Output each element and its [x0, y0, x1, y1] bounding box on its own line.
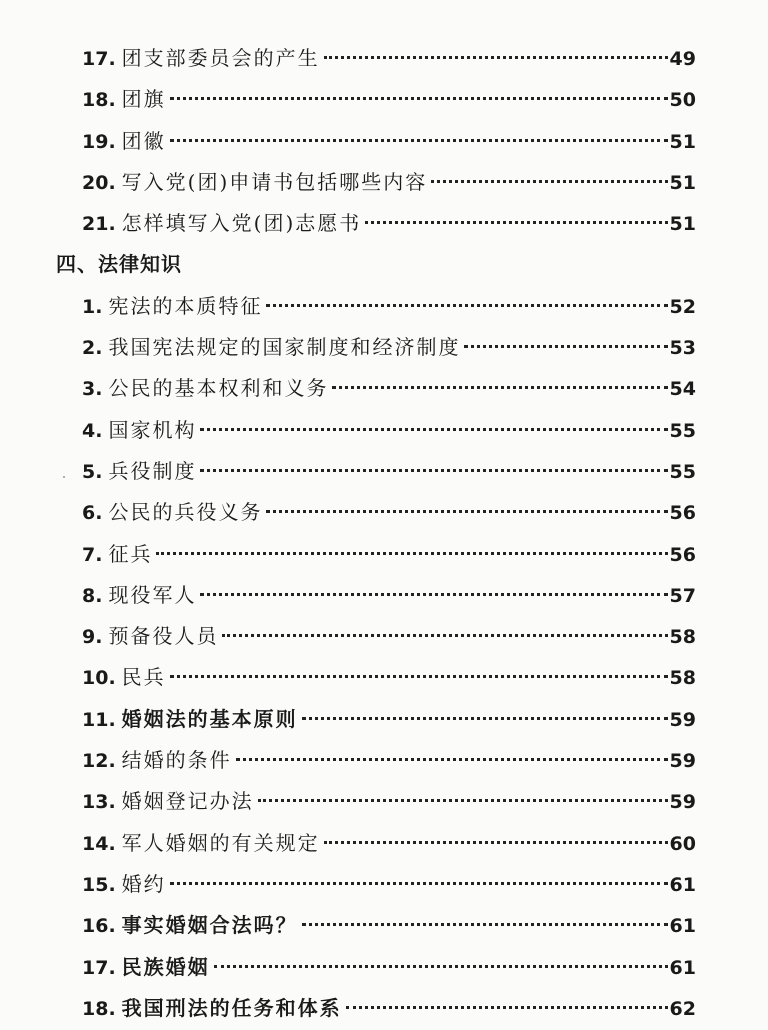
entry-page: 49: [669, 48, 696, 70]
entry-title: 结婚的条件: [121, 748, 232, 773]
entry-page: 61: [669, 873, 696, 896]
dot-leader: [302, 923, 668, 926]
entry-number: 18.: [82, 997, 116, 1020]
entry-number: 3.: [82, 378, 103, 401]
entry-page: 62: [669, 997, 696, 1020]
dot-leader: [170, 675, 668, 678]
toc-entry: [0, 575, 768, 616]
dot-leader: [324, 841, 668, 844]
dot-leader: [266, 304, 667, 307]
toc-entry: [0, 616, 768, 657]
entry-number: 13.: [82, 791, 116, 814]
entry-page: 50: [669, 89, 696, 112]
entry-page: 61: [669, 956, 696, 979]
entry-page: 57: [669, 584, 696, 607]
entry-number: 8.: [82, 584, 103, 607]
section-title: 四、法律知识: [56, 252, 182, 277]
toc-entry: [0, 781, 768, 822]
entry-number: 20.: [82, 171, 116, 194]
entry-title: 军人婚姻的有关规定: [121, 830, 320, 855]
entry-number: 12.: [82, 750, 116, 773]
entry-number: 18.: [82, 89, 116, 112]
entry-number: 17.: [82, 956, 116, 979]
entry-title: 怎样填写入党(团)志愿书: [121, 211, 362, 236]
entry-page: 61: [669, 915, 696, 938]
entry-number: 14.: [82, 832, 116, 855]
entry-title: 我国宪法规定的国家制度和经济制度: [108, 335, 461, 360]
entry-page: 53: [669, 337, 696, 360]
entry-title: 预备役人员: [108, 624, 219, 649]
entry-number: 4.: [82, 419, 103, 442]
toc-entry: [0, 38, 768, 79]
dot-leader: [156, 552, 667, 555]
entry-page: 59: [669, 708, 696, 731]
dot-leader: [200, 593, 667, 596]
entry-page: 59: [669, 750, 696, 773]
toc-entry: [0, 492, 768, 533]
entry-title: 写入党(团)申请书包括哪些内容: [121, 169, 428, 194]
entry-title: 我国刑法的任务和体系: [121, 995, 342, 1020]
entry-title: 现役军人: [108, 582, 197, 607]
toc-entry: [0, 162, 768, 203]
entry-page: 56: [669, 502, 696, 525]
dot-leader: [332, 386, 667, 389]
toc-entry: [0, 699, 768, 740]
entry-page: 55: [669, 460, 696, 483]
entry-page: 52: [669, 295, 696, 318]
print-speck: [63, 476, 65, 478]
entry-number: 7.: [82, 543, 103, 566]
dot-leader: [170, 139, 668, 142]
toc-entry: [0, 864, 768, 905]
entry-page: 51: [669, 171, 696, 194]
toc-entry: [0, 657, 768, 698]
toc-entry: [0, 905, 768, 946]
entry-number: 16.: [82, 915, 116, 938]
entry-page: 55: [669, 419, 696, 442]
toc-entry: [0, 327, 768, 368]
entry-title: 婚姻登记办法: [121, 789, 254, 814]
toc-entry: [0, 534, 768, 575]
entry-page: 59: [669, 791, 696, 814]
dot-leader: [200, 469, 667, 472]
entry-page: 51: [669, 130, 696, 153]
entry-title: 征兵: [108, 541, 153, 566]
dot-leader: [346, 1006, 668, 1009]
entry-title: 团支部委员会的产生: [121, 46, 320, 70]
toc-entry: [0, 947, 768, 988]
entry-title: 兵役制度: [108, 458, 197, 483]
entry-title: 国家机构: [108, 417, 197, 442]
dot-leader: [170, 882, 668, 885]
toc-entry: [0, 823, 768, 864]
dot-leader: [464, 345, 667, 348]
dot-leader: [170, 97, 668, 100]
toc-entry: [0, 203, 768, 244]
toc-entry: [0, 368, 768, 409]
section-heading: [0, 244, 768, 285]
entry-title: 婚约: [121, 871, 166, 896]
dot-leader: [236, 758, 668, 761]
table-of-contents: [0, 38, 768, 1029]
dot-leader: [302, 717, 668, 720]
entry-number: 15.: [82, 873, 116, 896]
entry-number: 19.: [82, 130, 116, 153]
entry-page: 58: [669, 626, 696, 649]
dot-leader: [258, 799, 668, 802]
dot-leader: [324, 56, 668, 59]
dot-leader: [431, 180, 667, 183]
entry-number: 1.: [82, 295, 103, 318]
entry-title: 事实婚姻合法吗？: [121, 913, 298, 938]
toc-entry: [0, 740, 768, 781]
entry-number: 11.: [82, 708, 116, 731]
entry-number: 21.: [82, 213, 116, 236]
dot-leader: [200, 428, 667, 431]
dot-leader: [214, 965, 668, 968]
toc-entry: [0, 79, 768, 120]
toc-entry: [0, 988, 768, 1029]
entry-title: 团旗: [121, 87, 166, 112]
entry-number: 2.: [82, 337, 103, 360]
entry-page: 58: [669, 667, 696, 690]
dot-leader: [365, 221, 667, 224]
entry-title: 民族婚姻: [121, 954, 210, 979]
entry-number: 17.: [82, 48, 116, 70]
toc-entry: [0, 121, 768, 162]
entry-page: 60: [669, 832, 696, 855]
entry-page: 51: [669, 213, 696, 236]
entry-title: 团徽: [121, 128, 166, 153]
dot-leader: [266, 510, 667, 513]
toc-entry: [0, 410, 768, 451]
entry-number: 10.: [82, 667, 116, 690]
entry-number: 6.: [82, 502, 103, 525]
entry-page: 54: [669, 378, 696, 401]
entry-title: 公民的兵役义务: [108, 500, 263, 525]
toc-entry: [0, 286, 768, 327]
entry-title: 婚姻法的基本原则: [121, 706, 298, 731]
entry-title: 民兵: [121, 665, 166, 690]
entry-title: 公民的基本权利和义务: [108, 376, 329, 401]
entry-title: 宪法的本质特征: [108, 293, 263, 318]
dot-leader: [222, 634, 667, 637]
entry-number: 9.: [82, 626, 103, 649]
toc-entry: [0, 451, 768, 492]
entry-page: 56: [669, 543, 696, 566]
entry-number: 5.: [82, 460, 103, 483]
